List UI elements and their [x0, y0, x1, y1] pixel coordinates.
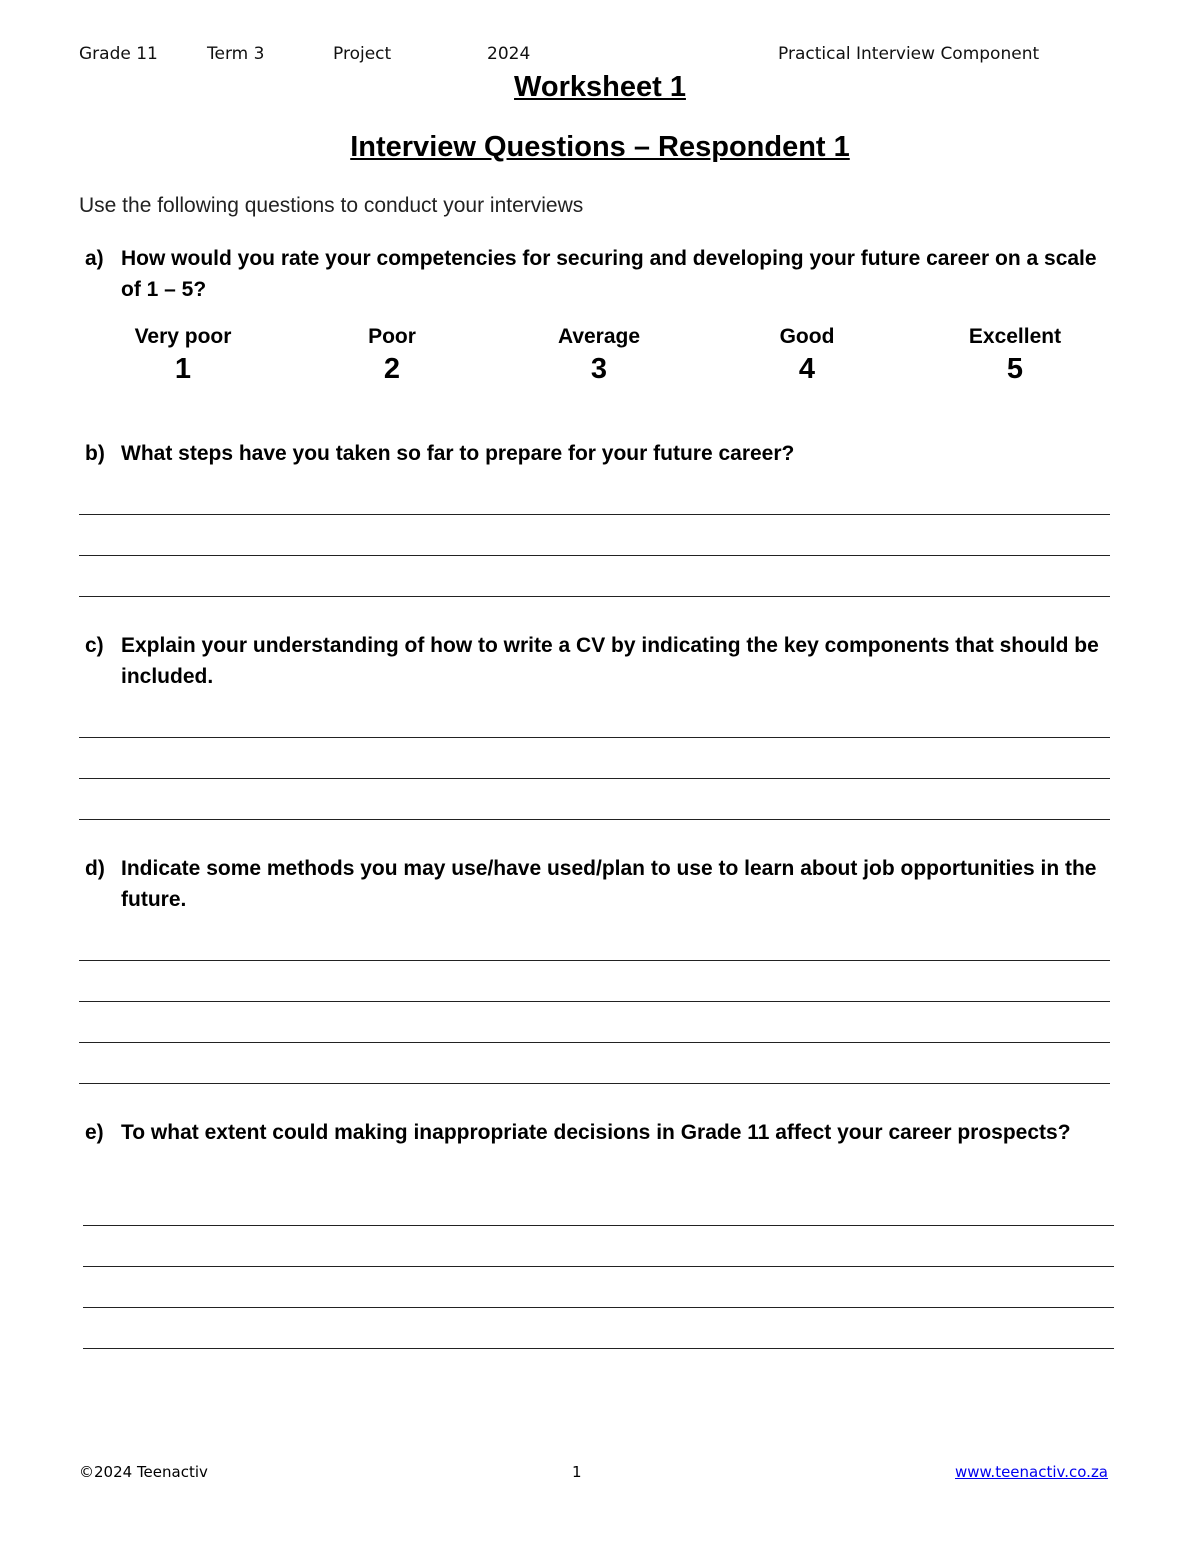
footer-copyright: ©2024 Teenactiv [79, 1463, 208, 1481]
answer-line[interactable] [79, 1083, 1110, 1084]
rating-label: Poor [368, 325, 416, 348]
question-text: How would you rate your competencies for securing and developing your future career on a scale of 1 – 5? [121, 247, 1097, 301]
question-letter: b) [85, 442, 105, 465]
answer-line[interactable] [79, 960, 1110, 961]
header-type: Project [333, 44, 392, 64]
answer-line[interactable] [83, 1266, 1114, 1267]
answer-line[interactable] [79, 1001, 1110, 1002]
rating-option-3[interactable] [499, 322, 699, 386]
answer-line[interactable] [79, 1042, 1110, 1043]
rating-value: 1 [174, 353, 192, 385]
header-year: 2024 [487, 44, 531, 64]
question-text: Explain your understanding of how to write a CV by indicating the key components that should be included. [121, 634, 1099, 688]
question-letter: c) [85, 634, 104, 657]
question-text: What steps have you taken so far to prepare for your future career? [121, 442, 795, 465]
answer-line[interactable] [79, 737, 1110, 738]
question-text: Indicate some methods you may use/have used/plan to use to learn about job opportunities in the future. [121, 857, 1097, 911]
rating-label: Good [779, 325, 835, 348]
answer-line[interactable] [83, 1225, 1114, 1226]
rating-option-1[interactable] [83, 322, 283, 386]
instructions: Use the following questions to conduct your interviews [79, 194, 584, 217]
answer-line[interactable] [79, 596, 1110, 597]
rating-label: Very poor [134, 325, 232, 348]
rating-value: 5 [1006, 353, 1024, 385]
header-grade: Grade 11 [79, 44, 158, 64]
question-e [85, 1117, 1115, 1148]
answer-line[interactable] [79, 778, 1110, 779]
rating-option-4[interactable] [707, 322, 907, 386]
rating-option-5[interactable] [915, 322, 1115, 386]
worksheet-subtitle: Interview Questions – Respondent 1 [350, 131, 850, 163]
rating-value: 4 [798, 353, 816, 385]
answer-line[interactable] [79, 819, 1110, 820]
rating-value: 3 [590, 353, 608, 385]
answer-line[interactable] [79, 514, 1110, 515]
answer-line[interactable] [83, 1348, 1114, 1349]
question-d [85, 853, 1115, 915]
answer-line[interactable] [79, 555, 1110, 556]
rating-label: Excellent [968, 325, 1062, 348]
question-c [85, 630, 1115, 692]
question-letter: e) [85, 1121, 104, 1144]
question-a [85, 243, 1115, 305]
question-letter: d) [85, 857, 105, 880]
question-text: To what extent could making inappropriate decisions in Grade 11 affect your career prospects? [121, 1121, 1071, 1144]
question-b [85, 438, 1115, 469]
worksheet-title: Worksheet 1 [514, 71, 686, 103]
question-letter: a) [85, 247, 104, 270]
rating-label: Average [557, 325, 641, 348]
rating-value: 2 [383, 353, 401, 385]
footer-website-link[interactable]: www.teenactiv.co.za [955, 1463, 1109, 1481]
footer-page-number: 1 [572, 1463, 582, 1481]
header-term: Term 3 [207, 44, 265, 64]
rating-option-2[interactable] [292, 322, 492, 386]
header-component: Practical Interview Component [778, 44, 1040, 64]
answer-line[interactable] [83, 1307, 1114, 1308]
